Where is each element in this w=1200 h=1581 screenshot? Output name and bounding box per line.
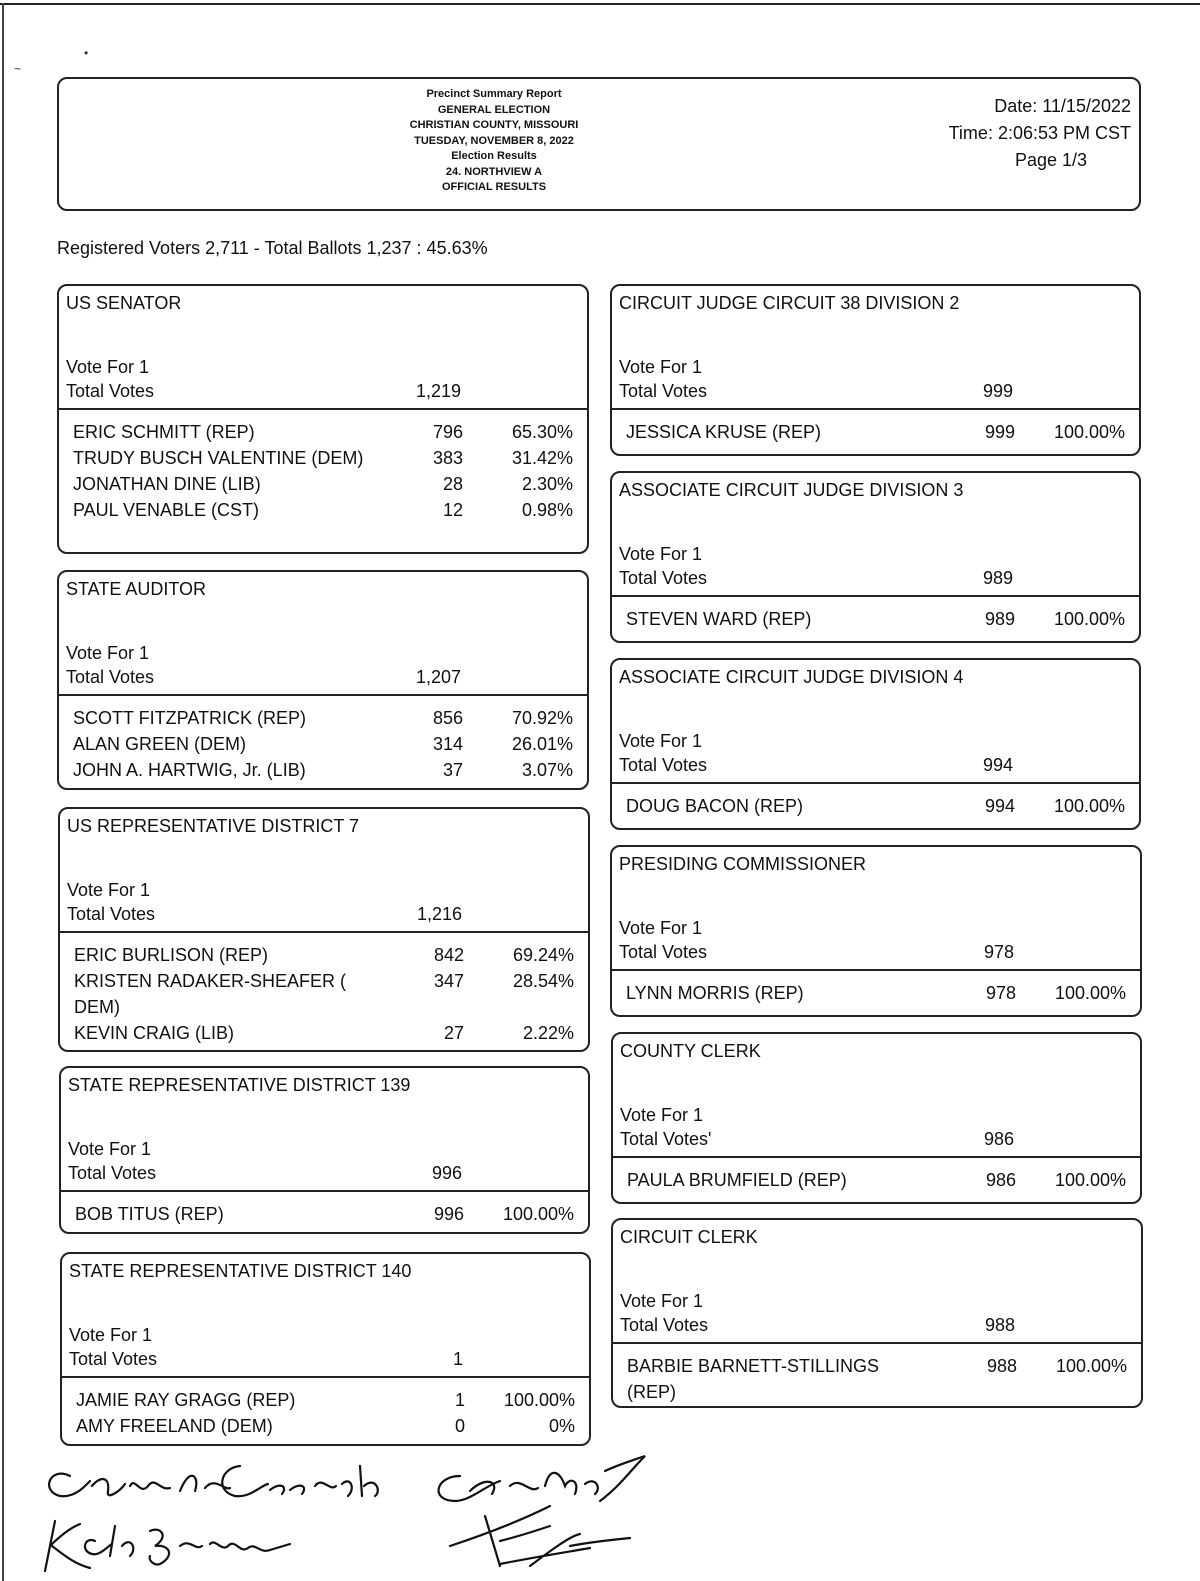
vote-for-label: Vote For 1: [619, 918, 703, 938]
race-circuit-judge-38-div-2: [610, 284, 1141, 456]
total-votes-label: Total Votes: [66, 667, 155, 687]
candidate-row: [76, 1387, 575, 1413]
total-votes-value: 986: [983, 1129, 1014, 1149]
race-title: COUNTY CLERK: [620, 1041, 761, 1061]
total-votes-row: [619, 942, 1140, 966]
total-votes-value: 978: [983, 942, 1014, 962]
candidate-list: [73, 419, 573, 523]
candidate-name: SCOTT FITZPATRICK (REP): [73, 708, 306, 728]
race-title: US SENATOR: [66, 293, 182, 313]
signatures: [30, 1446, 670, 1576]
candidate-percent: 69.24%: [512, 945, 574, 965]
total-votes-value: 1: [452, 1349, 463, 1369]
candidate-votes: 999: [984, 422, 1015, 442]
total-votes-row: [619, 568, 1139, 592]
official-label: OFFICIAL RESULTS: [441, 181, 547, 193]
candidate-votes: 989: [984, 609, 1015, 629]
candidate-name: ALAN GREEN (DEM): [73, 734, 247, 754]
candidate-name: JESSICA KRUSE (REP): [626, 422, 822, 442]
candidate-list: [76, 1387, 575, 1439]
candidate-votes: 796: [432, 422, 463, 442]
header-rule: [59, 408, 587, 410]
report-header: [57, 77, 1141, 211]
candidate-list: [626, 419, 1125, 445]
candidate-row: [74, 1020, 574, 1046]
total-votes-value: 989: [982, 568, 1013, 588]
candidate-percent: 100.00%: [1054, 1170, 1126, 1190]
race-title: STATE REPRESENTATIVE DISTRICT 139: [68, 1075, 411, 1095]
candidate-name: PAULA BRUMFIELD (REP): [627, 1170, 847, 1190]
total-votes-value: 988: [984, 1315, 1015, 1335]
candidate-row: [73, 705, 573, 731]
race-circuit-clerk: [611, 1218, 1143, 1408]
candidate-votes: 27: [443, 1023, 464, 1043]
report-type: Precinct Summary Report: [426, 88, 562, 100]
total-votes-row: [66, 381, 587, 405]
header-rule: [612, 595, 1139, 597]
header-rule: [62, 1376, 589, 1378]
candidate-votes: 28: [442, 474, 463, 494]
candidate-votes: 347: [433, 971, 464, 991]
total-votes-label: Total Votes': [620, 1129, 712, 1149]
candidate-list: [627, 1167, 1126, 1193]
candidate-list: [626, 793, 1125, 819]
candidate-name: ERIC BURLISON (REP): [74, 945, 269, 965]
total-votes-value: 994: [982, 755, 1013, 775]
race-state-rep-district-140: [60, 1252, 591, 1446]
candidate-percent: 31.42%: [511, 448, 573, 468]
total-votes-row: [620, 1129, 1140, 1153]
candidate-row: [73, 419, 573, 445]
race-title: ASSOCIATE CIRCUIT JUDGE DIVISION 3: [619, 480, 964, 500]
candidate-votes: 996: [433, 1204, 464, 1224]
header-rule: [612, 782, 1139, 784]
total-votes-label: Total Votes: [619, 755, 708, 775]
candidate-row: [626, 793, 1125, 819]
precinct-name: 24. NORTHVIEW A: [445, 165, 543, 178]
total-votes-value: 999: [982, 381, 1013, 401]
candidate-percent: 3.07%: [521, 760, 573, 780]
candidate-name: TRUDY BUSCH VALENTINE (DEM): [73, 448, 364, 468]
candidate-percent: 100.00%: [1053, 796, 1125, 816]
total-votes-label: Total Votes: [66, 381, 155, 401]
candidate-list: [626, 606, 1125, 632]
candidate-name: LYNN MORRIS (REP): [626, 983, 804, 1003]
total-votes-value: 1,207: [415, 667, 461, 687]
report-time: Time: 2:06:53 PM CST: [948, 123, 1131, 143]
page-top-edge: [0, 3, 1200, 5]
race-title: STATE REPRESENTATIVE DISTRICT 140: [69, 1261, 412, 1281]
candidate-percent: 28.54%: [512, 971, 574, 991]
candidate-row: [73, 445, 573, 471]
header-rule: [59, 694, 587, 696]
signature-carla-essick: [49, 1466, 378, 1496]
total-votes-row: [619, 381, 1139, 405]
candidate-votes: 856: [432, 708, 463, 728]
candidate-percent: 100.00%: [1053, 422, 1125, 442]
signature-keller-erin: [45, 1521, 290, 1571]
candidate-list: [74, 942, 574, 1046]
race-title: CIRCUIT JUDGE CIRCUIT 38 DIVISION 2: [619, 293, 960, 313]
total-votes-value: 1,219: [415, 381, 461, 401]
page-left-edge: [2, 3, 4, 1581]
candidate-list: [75, 1201, 574, 1227]
candidate-list: [626, 980, 1126, 1006]
scan-speck: •: [84, 46, 89, 60]
report-header-titles: [389, 87, 599, 196]
candidate-percent: 0%: [548, 1416, 575, 1436]
race-title: ASSOCIATE CIRCUIT JUDGE DIVISION 4: [619, 667, 964, 687]
candidate-votes: 0: [454, 1416, 465, 1436]
header-rule: [613, 1156, 1140, 1158]
turnout-summary: Registered Voters 2,711 - Total Ballots 1,237 : 45.63%: [57, 238, 488, 258]
candidate-row: [73, 731, 573, 757]
candidate-percent: 65.30%: [511, 422, 573, 442]
candidate-row: [73, 497, 573, 523]
total-votes-row: [69, 1349, 589, 1373]
candidate-percent: 100.00%: [1055, 1356, 1127, 1376]
results-label: Election Results: [451, 150, 537, 162]
candidate-percent: 100.00%: [502, 1204, 574, 1224]
candidate-name: AMY FREELAND (DEM): [76, 1416, 273, 1436]
header-rule: [612, 969, 1140, 971]
race-title: STATE AUDITOR: [66, 579, 207, 599]
race-us-rep-district-7: [58, 807, 590, 1052]
total-votes-row: [68, 1163, 588, 1187]
candidate-name: BOB TITUS (REP): [75, 1204, 224, 1224]
vote-for-label: Vote For 1: [619, 357, 703, 377]
candidate-name: ERIC SCHMITT (REP): [73, 422, 255, 442]
vote-for-label: Vote For 1: [69, 1325, 153, 1345]
total-votes-label: Total Votes: [620, 1315, 709, 1335]
race-title: PRESIDING COMMISSIONER: [619, 854, 867, 874]
total-votes-row: [67, 904, 588, 928]
candidate-row: [626, 606, 1125, 632]
candidate-row: [626, 419, 1125, 445]
total-votes-value: 1,216: [416, 904, 462, 924]
total-votes-label: Total Votes: [68, 1163, 157, 1183]
candidate-name: DOUG BACON (REP): [626, 796, 804, 816]
vote-for-label: Vote For 1: [66, 357, 150, 377]
candidate-votes: 37: [442, 760, 463, 780]
page-number: Page 1/3: [1014, 150, 1087, 170]
election-name: GENERAL ELECTION: [437, 103, 551, 116]
candidate-row: [73, 471, 573, 497]
vote-for-label: Vote For 1: [68, 1139, 152, 1159]
candidate-row: [75, 1201, 574, 1227]
county-name: CHRISTIAN COUNTY, MISSOURI: [409, 119, 579, 131]
candidate-row: [627, 1353, 1127, 1405]
vote-for-label: Vote For 1: [620, 1291, 704, 1311]
total-votes-row: [620, 1315, 1141, 1339]
report-date: Date: 11/15/2022: [994, 96, 1131, 116]
candidate-name: KEVIN CRAIG (LIB): [74, 1023, 235, 1043]
total-votes-row: [619, 755, 1139, 779]
candidate-votes: 986: [985, 1170, 1016, 1190]
race-assoc-circuit-judge-div-3: [610, 471, 1141, 643]
candidate-list: [627, 1353, 1127, 1405]
candidate-row: [76, 1413, 575, 1439]
total-votes-label: Total Votes: [69, 1349, 158, 1369]
candidate-votes: 1: [454, 1390, 465, 1410]
total-votes-label: Total Votes: [619, 381, 708, 401]
candidate-percent: 100.00%: [503, 1390, 575, 1410]
header-rule: [60, 931, 588, 933]
race-state-rep-district-139: [59, 1066, 590, 1234]
candidate-percent: 2.30%: [521, 474, 573, 494]
candidate-row: [74, 968, 574, 1020]
total-votes-value: 996: [431, 1163, 462, 1183]
election-date: TUESDAY, NOVEMBER 8, 2022: [414, 134, 574, 147]
candidate-percent: 100.00%: [1054, 983, 1126, 1003]
signature-russell: [439, 1456, 645, 1566]
header-rule: [613, 1342, 1141, 1344]
candidate-name: JONATHAN DINE (LIB): [73, 474, 261, 494]
candidate-name: KRISTEN RADAKER-SHEAFER ( DEM): [74, 971, 347, 1017]
candidate-votes: 12: [442, 500, 463, 520]
race-county-clerk: [611, 1032, 1142, 1204]
candidate-percent: 0.98%: [521, 500, 573, 520]
candidate-name: BARBIE BARNETT-STILLINGS (REP): [627, 1356, 880, 1402]
candidate-votes: 314: [432, 734, 463, 754]
candidate-votes: 994: [984, 796, 1015, 816]
vote-for-label: Vote For 1: [620, 1105, 704, 1125]
header-rule: [612, 408, 1139, 410]
candidate-percent: 100.00%: [1053, 609, 1125, 629]
candidate-percent: 26.01%: [511, 734, 573, 754]
candidate-row: [73, 757, 573, 783]
vote-for-label: Vote For 1: [67, 880, 151, 900]
candidate-row: [626, 980, 1126, 1006]
total-votes-label: Total Votes: [619, 568, 708, 588]
vote-for-label: Vote For 1: [66, 643, 150, 663]
total-votes-label: Total Votes: [67, 904, 156, 924]
candidate-row: [74, 942, 574, 968]
total-votes-row: [66, 667, 587, 691]
race-assoc-circuit-judge-div-4: [610, 658, 1141, 830]
candidate-votes: 383: [432, 448, 463, 468]
report-meta: [949, 93, 1131, 174]
candidate-list: [73, 705, 573, 783]
candidate-votes: 988: [986, 1356, 1017, 1376]
race-us-senator: [57, 284, 589, 554]
vote-for-label: Vote For 1: [619, 731, 703, 751]
race-title: US REPRESENTATIVE DISTRICT 7: [67, 816, 360, 836]
candidate-votes: 842: [433, 945, 464, 965]
candidate-name: STEVEN WARD (REP): [626, 609, 812, 629]
candidate-percent: 70.92%: [511, 708, 573, 728]
header-rule: [61, 1190, 588, 1192]
candidate-row: [627, 1167, 1126, 1193]
candidate-name: JOHN A. HARTWIG, Jr. (LIB): [73, 760, 306, 780]
candidate-votes: 978: [985, 983, 1016, 1003]
race-presiding-commissioner: [610, 845, 1142, 1017]
candidate-name: JAMIE RAY GRAGG (REP): [76, 1390, 296, 1410]
race-title: CIRCUIT CLERK: [620, 1227, 758, 1247]
candidate-name: PAUL VENABLE (CST): [73, 500, 260, 520]
candidate-percent: 2.22%: [522, 1023, 574, 1043]
race-state-auditor: [57, 570, 589, 790]
vote-for-label: Vote For 1: [619, 544, 703, 564]
scan-speck: ~: [14, 62, 22, 76]
total-votes-label: Total Votes: [619, 942, 708, 962]
